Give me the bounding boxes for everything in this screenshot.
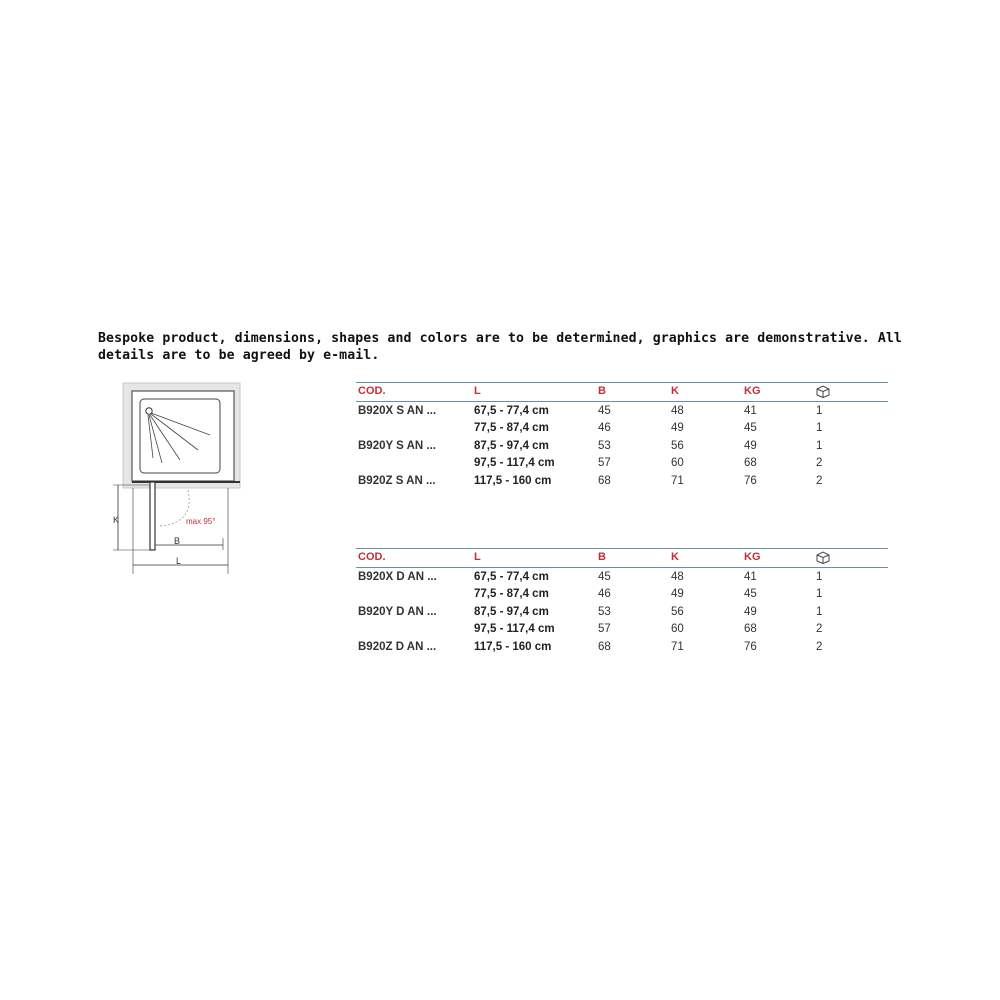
cell-l: 87,5 - 97,4 cm [474, 439, 549, 452]
cell-cod: B920Z S AN ... [358, 474, 436, 487]
cell-packages: 2 [816, 474, 823, 487]
cell-k: 56 [671, 605, 684, 618]
cell-b: 68 [598, 474, 611, 487]
shower-door-diagram [100, 378, 250, 578]
cell-packages: 1 [816, 422, 823, 435]
cell-kg: 49 [744, 439, 757, 452]
cell-cod: B920Z D AN ... [358, 640, 437, 653]
table-row [356, 568, 888, 585]
header-kg: KG [744, 385, 761, 397]
cell-l: 87,5 - 97,4 cm [474, 605, 549, 618]
cell-packages: 1 [816, 571, 823, 583]
cell-kg: 76 [744, 474, 757, 487]
header-b: B [598, 385, 606, 397]
cell-k: 60 [671, 623, 684, 636]
cell-kg: 76 [744, 640, 757, 653]
cell-packages: 1 [816, 405, 823, 417]
header-kg: KG [744, 551, 761, 563]
cell-k: 71 [671, 474, 684, 487]
cell-b: 68 [598, 640, 611, 653]
table-header [356, 382, 888, 402]
cell-kg: 41 [744, 571, 757, 583]
header-b: B [598, 551, 606, 563]
label-k: K [113, 515, 120, 525]
table-row [356, 603, 888, 620]
door-panel [150, 482, 155, 550]
table-row [356, 620, 888, 637]
cell-cod: B920Y S AN ... [358, 439, 436, 452]
cell-kg: 45 [744, 422, 757, 435]
cell-packages: 2 [816, 640, 823, 653]
table-row [356, 585, 888, 602]
cell-packages: 2 [816, 457, 823, 470]
cell-b: 57 [598, 457, 611, 470]
label-b: B [174, 536, 181, 546]
disclaimer-text: Bespoke product, dimensions, shapes and colors are to be determined, graphics are demonstrative. All details are to be agreed by e-mail. [98, 331, 902, 363]
cell-k: 48 [671, 571, 684, 583]
spec-table-right [356, 548, 888, 655]
table-row [356, 402, 888, 419]
cell-l: 67,5 - 77,4 cm [474, 571, 549, 583]
cell-k: 60 [671, 457, 684, 470]
cell-b: 46 [598, 588, 611, 601]
cell-l: 117,5 - 160 cm [474, 474, 552, 487]
box-icon [816, 385, 830, 398]
cell-b: 53 [598, 605, 611, 618]
table-header [356, 548, 888, 568]
cell-l: 67,5 - 77,4 cm [474, 405, 549, 417]
cell-b: 53 [598, 439, 611, 452]
table-row [356, 454, 888, 471]
label-l: L [176, 556, 182, 566]
header-k: K [671, 551, 679, 563]
box-icon [816, 551, 830, 564]
cell-b: 45 [598, 571, 611, 583]
cell-kg: 45 [744, 588, 757, 601]
cell-k: 48 [671, 405, 684, 417]
cell-packages: 1 [816, 605, 823, 618]
cell-b: 57 [598, 623, 611, 636]
cell-k: 71 [671, 640, 684, 653]
cell-kg: 49 [744, 605, 757, 618]
table-row [356, 437, 888, 454]
cell-l: 117,5 - 160 cm [474, 640, 552, 653]
cell-cod: B920Y D AN ... [358, 605, 437, 618]
cell-l: 77,5 - 87,4 cm [474, 422, 549, 435]
cell-packages: 1 [816, 439, 823, 452]
table-row [356, 638, 888, 655]
header-l: L [474, 551, 481, 563]
cell-kg: 68 [744, 623, 757, 636]
cell-k: 49 [671, 588, 684, 601]
cell-cod: B920X S AN ... [358, 405, 437, 417]
cell-b: 45 [598, 405, 611, 417]
table-row [356, 472, 888, 489]
label-angle: max 95° [186, 517, 216, 526]
spec-table-left [356, 382, 888, 489]
swing-arc [160, 490, 189, 526]
cell-packages: 1 [816, 588, 823, 601]
cell-b: 46 [598, 422, 611, 435]
cell-kg: 41 [744, 405, 757, 417]
header-cod: COD. [358, 551, 386, 563]
cell-l: 77,5 - 87,4 cm [474, 588, 549, 601]
cell-cod: B920X D AN ... [358, 571, 437, 583]
header-cod: COD. [358, 385, 386, 397]
cell-kg: 68 [744, 457, 757, 470]
header-l: L [474, 385, 481, 397]
cell-l: 97,5 - 117,4 cm [474, 457, 555, 470]
cell-l: 97,5 - 117,4 cm [474, 623, 555, 636]
table-row [356, 419, 888, 436]
cell-k: 49 [671, 422, 684, 435]
cell-k: 56 [671, 439, 684, 452]
cell-packages: 2 [816, 623, 823, 636]
header-k: K [671, 385, 679, 397]
